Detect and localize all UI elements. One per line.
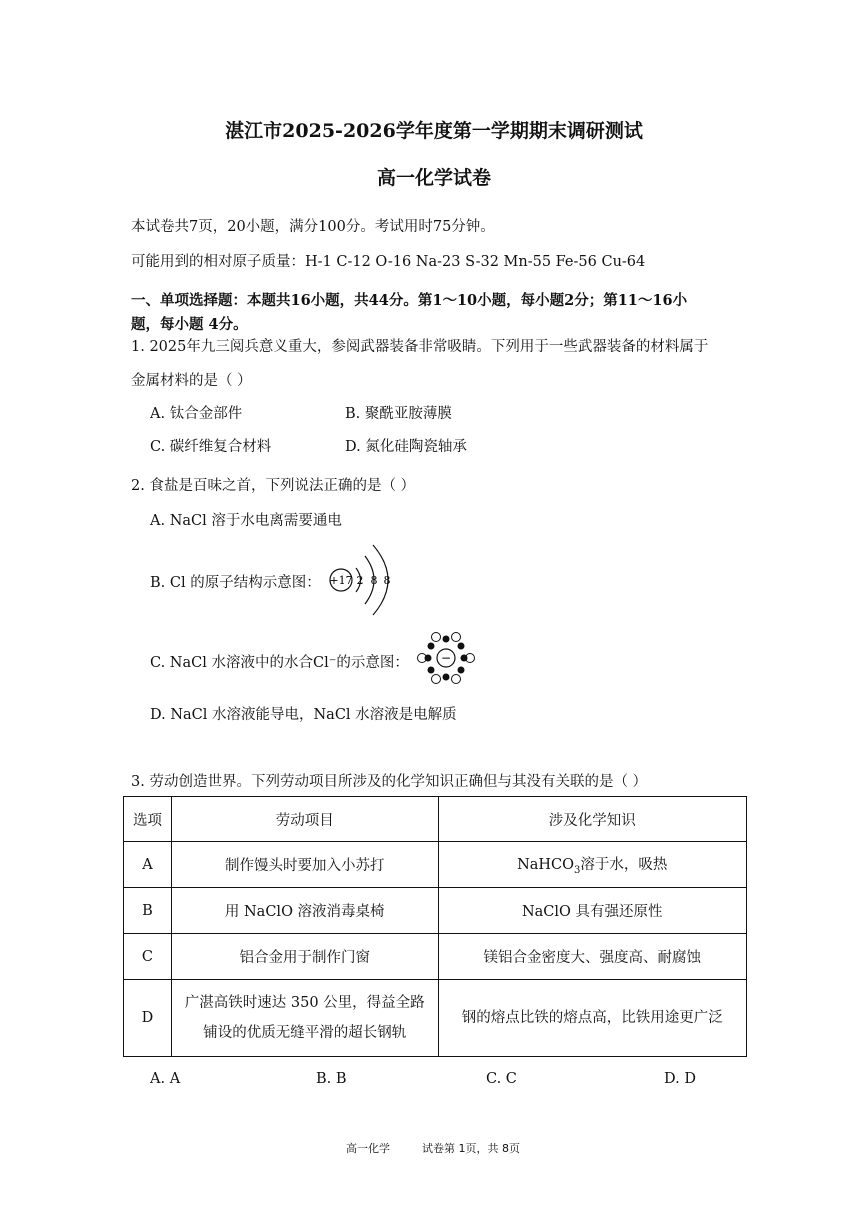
row-d-knowledge: 钢的熔点比铁的熔点高，比铁用途更广泛 <box>438 980 747 1057</box>
nucleus-charge: +17 <box>329 574 353 587</box>
row-a-option: A <box>124 842 172 888</box>
shell-count-3: 8 <box>383 574 391 587</box>
q2-option-c: C. NaCl 水溶液中的水合Cl⁻的示意图： <box>150 655 409 671</box>
table-row <box>124 888 747 934</box>
q2-option-d: D. NaCl 水溶液能导电，NaCl 水溶液是电解质 <box>150 707 457 723</box>
shell-count-1: 2 <box>356 574 364 587</box>
q3-option-b: B. B <box>316 1071 347 1087</box>
footer-page-number: 试卷第 1页，共 8页 <box>422 1142 520 1155</box>
table-row <box>124 842 747 888</box>
q3-stem: 3. 劳动创造世界。下列劳动项目所涉及的化学知识正确但与其没有关联的是（ ） <box>131 774 648 790</box>
page-title: 湛江市2025-2026学年度第一学期期末调研测试 <box>225 120 643 142</box>
page-subtitle: 高一化学试卷 <box>376 167 491 189</box>
chloride-ion-sign: − <box>440 651 452 665</box>
row-a-knowledge: NaHCO$_3$溶于水，吸热 <box>438 842 747 888</box>
header-knowledge: 涉及化学知识 <box>438 797 747 842</box>
section-heading-line-1: 一、单项选择题：本题共16小题，共44分。第1～10小题，每小题2分；第11～16小 <box>131 292 688 309</box>
q1-stem-line-1: 1. 2025年九三阅兵意义重大，参阅武器装备非常吸睛。下列用于一些武器装备的材料属于 <box>131 339 709 355</box>
row-c-option: C <box>124 934 172 980</box>
q3-option-d: D. D <box>664 1071 696 1087</box>
table-row <box>124 980 747 1057</box>
shell-count-2: 8 <box>370 574 378 587</box>
row-d-project: 广湛高铁时速达 350 公里，得益全路 铺设的优质无缝平滑的超长钢轨 <box>171 980 438 1057</box>
q3-option-c: C. C <box>486 1071 517 1087</box>
header-option: 选项 <box>124 797 172 842</box>
cl-atomic-structure-diagram <box>325 542 400 618</box>
q1-stem-line-2: 金属材料的是（ ） <box>131 373 252 389</box>
row-b-project: 用 NaClO 溶液消毒桌椅 <box>171 888 438 934</box>
table-header-row <box>124 797 747 842</box>
row-a-project: 制作馒头时要加入小苏打 <box>171 842 438 888</box>
row-d-option: D <box>124 980 172 1057</box>
intro-line-1: 本试卷共7页，20小题，满分100分。考试用时75分钟。 <box>131 219 495 235</box>
q1-option-b: B. 聚酰亚胺薄膜 <box>345 406 452 422</box>
row-c-knowledge: 镁铝合金密度大、强度高、耐腐蚀 <box>438 934 747 980</box>
q2-stem: 2. 食盐是百味之首，下列说法正确的是（ ） <box>131 478 416 494</box>
table-row <box>124 934 747 980</box>
q1-option-a: A. 钛合金部件 <box>150 406 243 422</box>
hydrated-chloride-diagram <box>414 630 478 686</box>
row-b-knowledge: NaClO 具有强还原性 <box>438 888 747 934</box>
intro-line-2: 可能用到的相对原子质量：H-1 C-12 O-16 Na-23 S-32 Mn-55 Fe-56 Cu-64 <box>131 254 646 270</box>
q2-option-b: B. Cl 的原子结构示意图： <box>150 575 321 591</box>
footer-subject: 高一化学 <box>346 1142 390 1155</box>
row-c-project: 铝合金用于制作门窗 <box>171 934 438 980</box>
row-b-option: B <box>124 888 172 934</box>
q3-option-a: A. A <box>150 1071 181 1087</box>
q1-option-d: D. 氮化硅陶瓷轴承 <box>345 439 467 455</box>
q3-table <box>123 796 747 1057</box>
section-heading-line-2: 题，每小题 4分。 <box>131 316 248 333</box>
header-project: 劳动项目 <box>171 797 438 842</box>
q2-option-a: A. NaCl 溶于水电离需要通电 <box>150 513 342 529</box>
q1-option-c: C. 碳纤维复合材料 <box>150 439 272 455</box>
